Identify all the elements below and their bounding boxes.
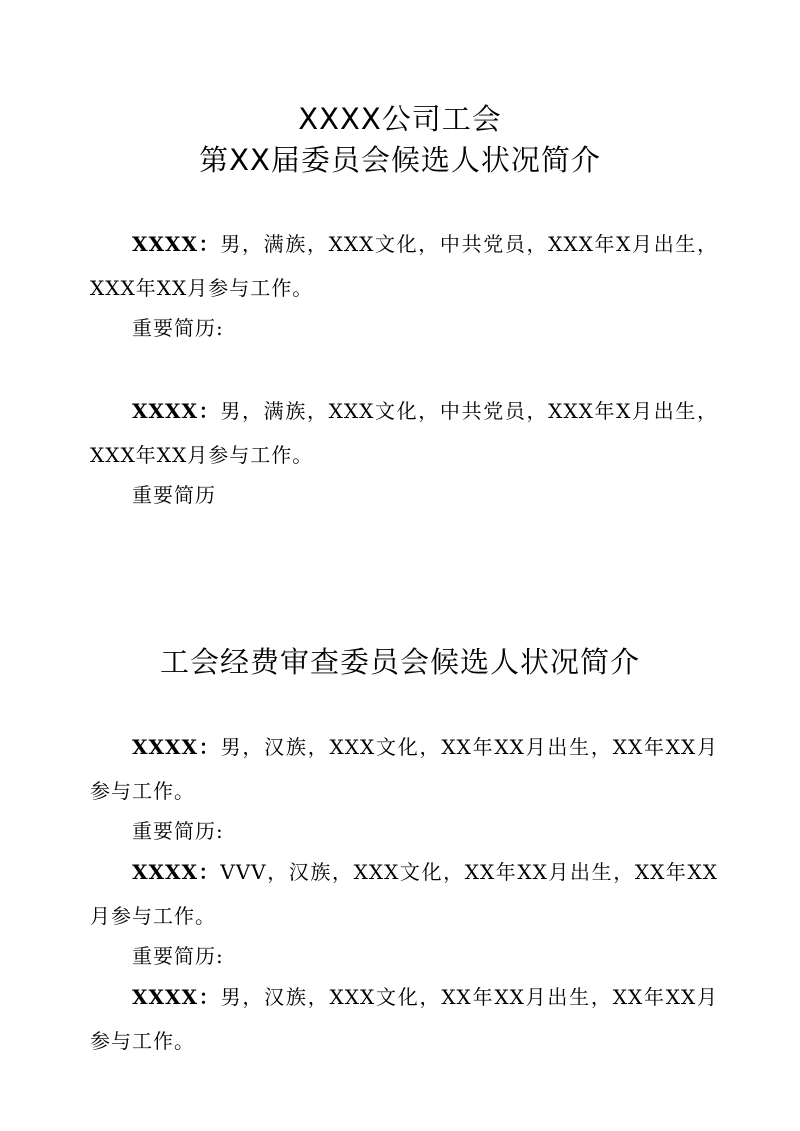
candidate-entry-1 (90, 222, 718, 310)
section2-title: 工会经费审查委员会候选人状况简介 (159, 645, 640, 679)
candidate-name: XXXX： (132, 860, 221, 884)
candidate-name: XXXX： (132, 399, 221, 423)
candidate-details: 男，满族，XXX文化，中共党员，XXX年X月出生，XXX年XX月参与工作。 (90, 232, 718, 300)
section1-title-line2: 第XX届委员会候选人状况简介 (199, 143, 601, 177)
candidate-details: 男，汉族，XXX文化，XX年XX月出生，XX年XX月参与工作。 (90, 985, 718, 1053)
candidate-name: XXXX： (132, 985, 221, 1009)
section1-title-line1: XXXX公司工会 (298, 102, 502, 136)
candidate-details: 男，满族，XXX文化，中共党员，XXX年X月出生，XXX年XX月参与工作。 (90, 399, 718, 467)
audit-candidate-entry-3 (90, 975, 718, 1063)
audit-resume-label-2: 重要简历: (132, 944, 224, 968)
candidate-name: XXXX： (132, 735, 221, 759)
candidate-entry-2 (90, 389, 718, 477)
candidate-details: VVV，汉族，XXX文化，XX年XX月出生，XX年XX月参与工作。 (90, 860, 719, 928)
audit-resume-label-1: 重要简历: (132, 819, 224, 843)
candidate-details: 男，汉族，XXX文化，XX年XX月出生，XX年XX月参与工作。 (90, 735, 718, 803)
resume-label-1: 重要简历: (132, 316, 224, 340)
audit-candidate-entry-2 (90, 850, 718, 938)
resume-label-2: 重要简历 (132, 483, 216, 507)
audit-candidate-entry-1 (90, 725, 718, 813)
candidate-name: XXXX： (132, 232, 221, 256)
